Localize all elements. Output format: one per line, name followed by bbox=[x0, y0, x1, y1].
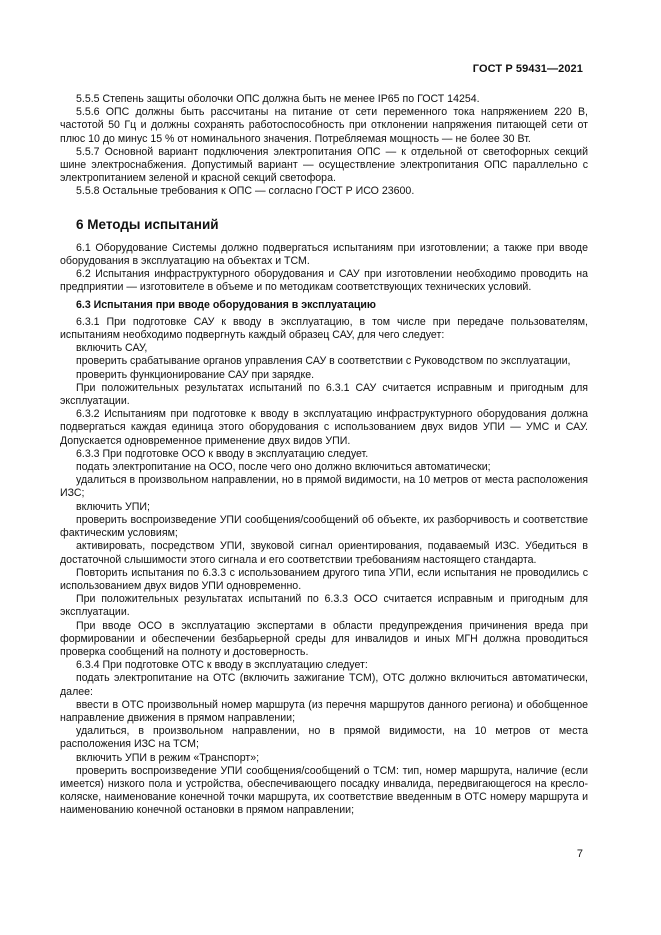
paragraph: 6.1 Оборудование Системы должно подвергаться испытаниям при изготовлении; а также при вводе оборудования в эксплуатацию на объектах и ТСМ. bbox=[60, 241, 588, 268]
paragraph: 5.5.6 ОПС должны быть рассчитаны на питание от сети переменного тока напряжением 220 В, частотой 50 Гц и должны сохранять работоспособность при отклонении напряжения питающей сети от плюс 10 до минус 15 % от номинального значения. Потребляемая мощность — не более 30 Вт. bbox=[60, 106, 588, 145]
paragraph: включить УПИ в режим «Транспорт»; bbox=[76, 751, 260, 764]
paragraph: 6.3.1 При подготовке САУ к вводу в эксплуатацию, в том числе при передаче пользователям, испытаниям необходимо подвергнуть каждый образец САУ, для чего следует: bbox=[60, 315, 588, 342]
paragraph: 6.3.2 Испытаниям при подготовке к вводу в эксплуатацию инфраструктурного оборудования должна подвергаться каждая единица этого оборудования с использованием двух видов УПИ — УМС и САУ. Допускается одновременное применение двух видов УПИ. bbox=[60, 408, 588, 447]
paragraph: включить УПИ; bbox=[76, 500, 150, 513]
paragraph: включить САУ, bbox=[76, 342, 148, 355]
paragraph: 6.3.4 При подготовке ОТС к вводу в эксплуатацию следует: bbox=[76, 659, 368, 672]
document-header: ГОСТ Р 59431—2021 bbox=[472, 63, 583, 75]
paragraph: 5.5.5 Степень защиты оболочки ОПС должна быть не менее IP65 по ГОСТ 14254. bbox=[76, 93, 480, 105]
document-body bbox=[60, 93, 588, 818]
paragraph: удалиться, в произвольном направлении, но в прямой видимости, на 10 метров от места расположения ИЗС на ТСМ; bbox=[60, 725, 588, 751]
paragraph: При положительных результатах испытаний по 6.3.1 САУ считается исправным и пригодным для эксплуатации. bbox=[60, 381, 588, 408]
paragraph: ввести в ОТС произвольный номер маршрута (из перечня маршрутов данного региона) и обобщенное направление движения в прямом направлении; bbox=[60, 698, 588, 724]
paragraph: 6.3.3 При подготовке ОСО к вводу в эксплуатацию следует. bbox=[76, 447, 369, 460]
paragraph: проверить воспроизведение УПИ сообщения/сообщений о ТСМ: тип, номер маршрута, наличие (если имеется) низкого пола и устройства, обеспечивающего посадку инвалида, передвигающегося на кресло-коляске, наименование конечной точки маршрута, их соответствие введенным в ОТС номеру маршрута и наименованию конечной остановки в прямом направлении; bbox=[60, 764, 588, 817]
paragraph: 6.2 Испытания инфраструктурного оборудования и САУ при изготовлении необходимо проводить на предприятии — изготовителе в объеме и по методикам соответствующих технических условий. bbox=[60, 268, 588, 294]
paragraph: проверить срабатывание органов управления САУ в соответствии с Руководством по эксплуатации, bbox=[76, 355, 571, 368]
paragraph: При положительных результатах испытаний по 6.3.3 ОСО считается исправным и пригодным для эксплуатации. bbox=[60, 593, 588, 619]
paragraph: 5.5.7 Основной вариант подключения электропитания ОПС — к отдельной от светофорных секций шине электроснабжения. Допустимый вариант — осуществление электропитания ОПС параллельно с электропитанием зеленой и красной секций светофора. bbox=[60, 145, 588, 185]
paragraph: удалиться в произвольном направлении, но в прямой видимости, на 10 метров от места расположения ИЗС; bbox=[60, 474, 588, 500]
paragraph: активировать, посредством УПИ, звуковой сигнал ориентирования, подаваемый ИЗС. Убедиться в достаточной слышимости этого сигнала и его соответствии требованиям настоящего стандарта. bbox=[60, 540, 588, 566]
paragraph: 5.5.8 Остальные требования к ОПС — согласно ГОСТ Р ИСО 23600. bbox=[76, 185, 415, 198]
subsection-title: 6.3 Испытания при вводе оборудования в эксплуатацию bbox=[76, 298, 376, 311]
paragraph: проверить воспроизведение УПИ сообщения/сообщений об объекте, их разборчивость и соответствие фактическим условиям; bbox=[60, 513, 588, 540]
paragraph: подать электропитание на ОСО, после чего оно должно включиться автоматически; bbox=[76, 461, 491, 474]
paragraph: проверить функционирование САУ при зарядке. bbox=[76, 368, 315, 381]
paragraph: Повторить испытания по 6.3.3 с использованием другого типа УПИ, если испытания не проводились с использованием двух видов УПИ одновременно. bbox=[60, 566, 588, 592]
section-title: 6 Методы испытаний bbox=[76, 216, 219, 232]
paragraph: подать электропитание на ОТС (включить зажигание ТСМ), ОТС должно включиться автоматически, далее: bbox=[60, 672, 588, 698]
paragraph: При вводе ОСО в эксплуатацию экспертами в области предупреждения причинения вреда при формировании и обеспечении безбарьерной среды для инвалидов и иных МГН должна проводиться проверка сообщений на полноту и достоверность. bbox=[60, 619, 588, 658]
page-number: 7 bbox=[576, 848, 583, 860]
